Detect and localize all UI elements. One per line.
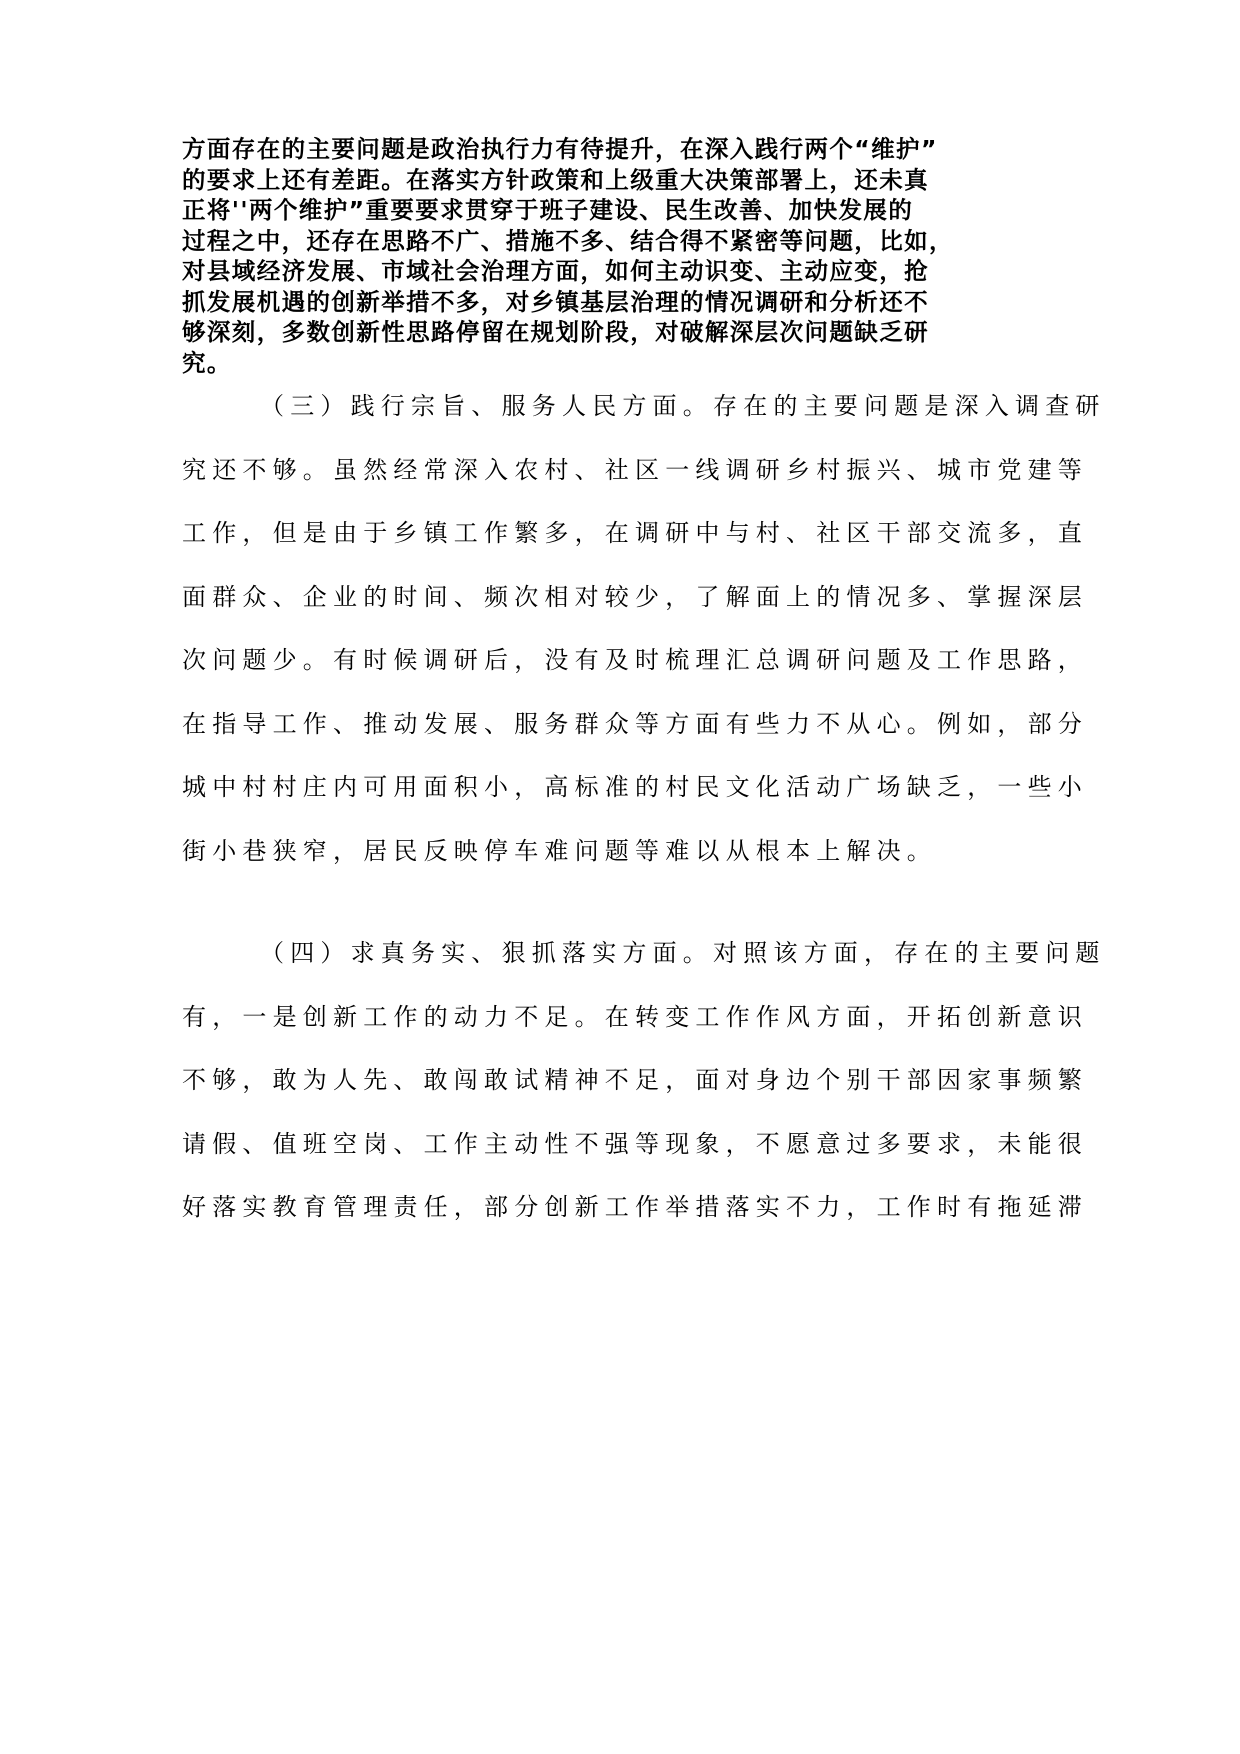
text-line: 面群众、企业的时间、频次相对较少，了解面上的情况多、掌握深层 (182, 582, 1088, 611)
text-line: 请假、值班空岗、工作主动性不强等现象，不愿意过多要求，未能很 (182, 1129, 1088, 1158)
text-line: 好落实教育管理责任，部分创新工作举措落实不力，工作时有拖延滞 (182, 1193, 1088, 1221)
section-three-paragraph (182, 375, 1106, 883)
text-line: 究。 (182, 348, 232, 377)
text-line: 的要求上还有差距。在落实方针政策和上级重大决策部署上，还未真 (182, 165, 929, 194)
text-line: 次问题少。有时候调研后，没有及时梳理汇总调研问题及工作思路， (182, 646, 1088, 674)
text-line: 究还不够。虽然经常深入农村、社区一线调研乡村振兴、城市党建等 (182, 455, 1088, 484)
text-line: 过程之中，还存在思路不广、措施不多、结合得不紧密等问题，比如， (182, 226, 954, 255)
section-four-paragraph (182, 922, 1106, 1240)
text-line: （四）求真务实、狠抓落实方面。对照该方面，存在的主要问题 (260, 939, 1106, 967)
text-line: （三）践行宗旨、服务人民方面。存在的主要问题是深入调查研 (260, 392, 1106, 420)
text-line: 工作，但是由于乡镇工作繁多，在调研中与村、社区干部交流多，直 (182, 519, 1088, 547)
text-line: 够深刻，多数创新性思路停留在规划阶段，对破解深层次问题缺乏研 (182, 318, 929, 346)
text-line: 对县域经济发展、市域社会治理方面，如何主动识变、主动应变，抢 (182, 257, 929, 285)
text-line: 城中村村庄内可用面积小，高标准的村民文化活动广场缺乏，一些小 (182, 773, 1088, 801)
text-line: 抓发展机遇的创新举措不多，对乡镇基层治理的情况调研和分析还不 (182, 287, 929, 316)
text-line: 在指导工作、推动发展、服务群众等方面有些力不从心。例如，部分 (182, 709, 1088, 738)
text-line: 正将''两个维护”重要要求贯穿于班子建设、民生改善、加快发展的 (182, 196, 914, 224)
text-line: 不够，敢为人先、敢闯敢试精神不足，面对身边个别干部因家事频繁 (182, 1066, 1088, 1094)
text-line: 街小巷狭窄，居民反映停车难问题等难以从根本上解决。 (182, 836, 937, 865)
text-line: 有，一是创新工作的动力不足。在转变工作作风方面，开拓创新意识 (182, 1002, 1088, 1031)
text-line: 方面存在的主要问题是政治执行力有待提升，在深入践行两个“维护” (182, 135, 938, 163)
intro-paragraph (182, 134, 1062, 378)
